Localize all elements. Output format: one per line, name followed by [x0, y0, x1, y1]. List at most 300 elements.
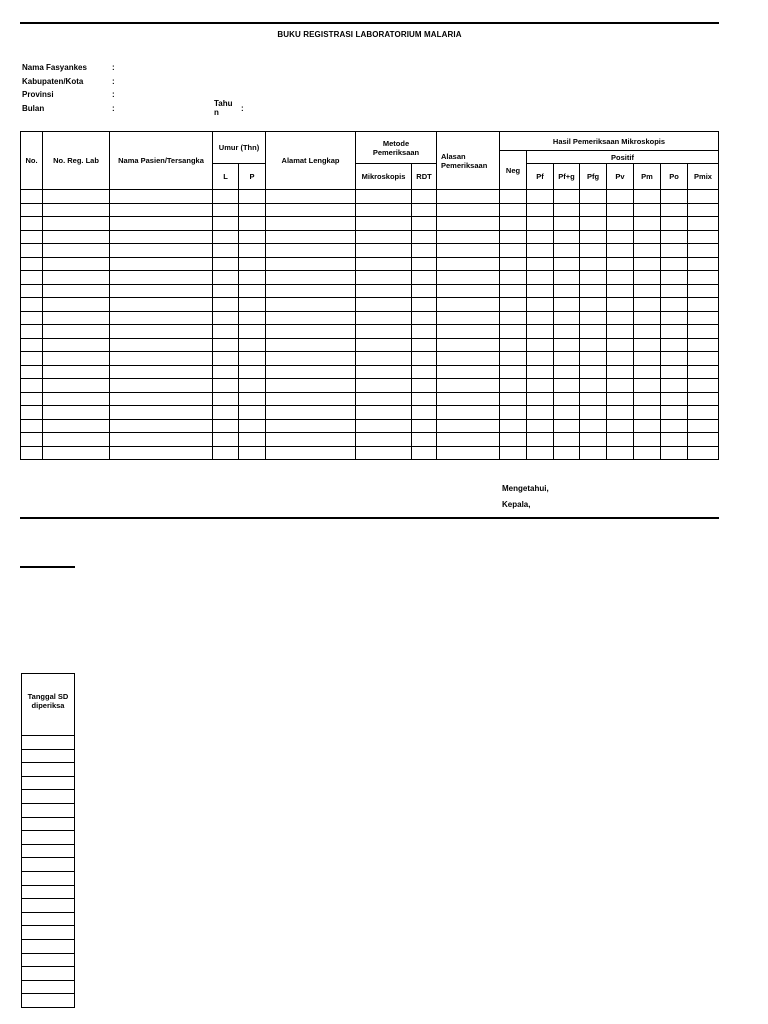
table-cell[interactable]: [21, 325, 43, 339]
table-cell[interactable]: [500, 419, 527, 433]
table-cell[interactable]: [356, 311, 412, 325]
table-cell[interactable]: [213, 284, 239, 298]
table-cell[interactable]: [607, 190, 634, 204]
table-cell[interactable]: [527, 406, 554, 420]
table-cell[interactable]: [688, 446, 719, 460]
table-cell[interactable]: [688, 257, 719, 271]
table-cell[interactable]: [554, 271, 580, 285]
table-cell[interactable]: [437, 352, 500, 366]
table-cell[interactable]: [688, 217, 719, 231]
table-cell[interactable]: [554, 298, 580, 312]
table-cell[interactable]: [43, 284, 110, 298]
table-cell[interactable]: [266, 271, 356, 285]
table-cell[interactable]: [661, 190, 688, 204]
table-cell[interactable]: [437, 338, 500, 352]
table-cell[interactable]: [356, 419, 412, 433]
table-cell[interactable]: [580, 419, 607, 433]
table-cell[interactable]: [213, 257, 239, 271]
table-cell[interactable]: [356, 365, 412, 379]
table-cell[interactable]: [110, 217, 213, 231]
table-cell[interactable]: [110, 433, 213, 447]
table-cell[interactable]: [110, 257, 213, 271]
table-cell[interactable]: [22, 831, 75, 845]
table-cell[interactable]: [554, 392, 580, 406]
table-cell[interactable]: [239, 433, 266, 447]
table-cell[interactable]: [580, 298, 607, 312]
table-cell[interactable]: [527, 244, 554, 258]
table-cell[interactable]: [500, 217, 527, 231]
table-cell[interactable]: [412, 271, 437, 285]
table-cell[interactable]: [661, 298, 688, 312]
table-cell[interactable]: [412, 379, 437, 393]
table-cell[interactable]: [239, 338, 266, 352]
table-cell[interactable]: [527, 284, 554, 298]
table-cell[interactable]: [239, 311, 266, 325]
table-cell[interactable]: [239, 365, 266, 379]
table-cell[interactable]: [43, 271, 110, 285]
table-cell[interactable]: [634, 257, 661, 271]
table-cell[interactable]: [213, 325, 239, 339]
table-cell[interactable]: [239, 203, 266, 217]
table-cell[interactable]: [110, 338, 213, 352]
table-cell[interactable]: [661, 230, 688, 244]
table-cell[interactable]: [22, 912, 75, 926]
table-cell[interactable]: [661, 257, 688, 271]
table-cell[interactable]: [22, 967, 75, 981]
table-cell[interactable]: [554, 352, 580, 366]
table-cell[interactable]: [22, 994, 75, 1008]
table-cell[interactable]: [437, 379, 500, 393]
table-cell[interactable]: [239, 419, 266, 433]
table-cell[interactable]: [22, 939, 75, 953]
table-cell[interactable]: [688, 338, 719, 352]
table-cell[interactable]: [634, 338, 661, 352]
table-cell[interactable]: [213, 298, 239, 312]
table-cell[interactable]: [661, 271, 688, 285]
table-cell[interactable]: [239, 392, 266, 406]
table-cell[interactable]: [688, 433, 719, 447]
table-cell[interactable]: [527, 419, 554, 433]
table-cell[interactable]: [213, 217, 239, 231]
table-cell[interactable]: [22, 885, 75, 899]
table-cell[interactable]: [688, 311, 719, 325]
table-cell[interactable]: [21, 298, 43, 312]
table-cell[interactable]: [412, 419, 437, 433]
table-cell[interactable]: [437, 244, 500, 258]
table-cell[interactable]: [21, 446, 43, 460]
table-cell[interactable]: [110, 325, 213, 339]
table-cell[interactable]: [500, 325, 527, 339]
table-cell[interactable]: [213, 311, 239, 325]
table-cell[interactable]: [21, 284, 43, 298]
table-cell[interactable]: [239, 217, 266, 231]
table-cell[interactable]: [527, 257, 554, 271]
table-cell[interactable]: [437, 298, 500, 312]
table-cell[interactable]: [607, 311, 634, 325]
table-cell[interactable]: [356, 217, 412, 231]
table-cell[interactable]: [239, 257, 266, 271]
table-cell[interactable]: [110, 365, 213, 379]
table-cell[interactable]: [580, 271, 607, 285]
table-cell[interactable]: [412, 325, 437, 339]
table-cell[interactable]: [580, 257, 607, 271]
table-cell[interactable]: [500, 298, 527, 312]
table-cell[interactable]: [356, 190, 412, 204]
table-cell[interactable]: [43, 190, 110, 204]
table-cell[interactable]: [412, 244, 437, 258]
table-cell[interactable]: [22, 871, 75, 885]
table-cell[interactable]: [554, 257, 580, 271]
table-cell[interactable]: [500, 203, 527, 217]
table-cell[interactable]: [527, 433, 554, 447]
table-cell[interactable]: [213, 230, 239, 244]
table-cell[interactable]: [43, 379, 110, 393]
table-cell[interactable]: [21, 230, 43, 244]
table-cell[interactable]: [43, 446, 110, 460]
table-cell[interactable]: [580, 284, 607, 298]
table-cell[interactable]: [554, 406, 580, 420]
table-cell[interactable]: [110, 284, 213, 298]
table-cell[interactable]: [239, 190, 266, 204]
table-cell[interactable]: [527, 379, 554, 393]
table-cell[interactable]: [527, 203, 554, 217]
table-cell[interactable]: [43, 217, 110, 231]
table-cell[interactable]: [356, 284, 412, 298]
table-cell[interactable]: [21, 338, 43, 352]
table-cell[interactable]: [580, 406, 607, 420]
table-cell[interactable]: [266, 406, 356, 420]
table-cell[interactable]: [500, 352, 527, 366]
table-cell[interactable]: [266, 446, 356, 460]
table-cell[interactable]: [266, 298, 356, 312]
table-cell[interactable]: [43, 230, 110, 244]
table-cell[interactable]: [239, 271, 266, 285]
table-cell[interactable]: [527, 446, 554, 460]
table-cell[interactable]: [661, 392, 688, 406]
table-cell[interactable]: [661, 217, 688, 231]
table-cell[interactable]: [688, 284, 719, 298]
table-cell[interactable]: [412, 392, 437, 406]
table-cell[interactable]: [356, 325, 412, 339]
table-cell[interactable]: [634, 217, 661, 231]
table-cell[interactable]: [266, 244, 356, 258]
table-cell[interactable]: [661, 203, 688, 217]
table-cell[interactable]: [266, 217, 356, 231]
table-cell[interactable]: [527, 325, 554, 339]
table-cell[interactable]: [213, 365, 239, 379]
table-cell[interactable]: [213, 446, 239, 460]
table-cell[interactable]: [634, 203, 661, 217]
table-cell[interactable]: [412, 338, 437, 352]
table-cell[interactable]: [412, 284, 437, 298]
table-cell[interactable]: [110, 298, 213, 312]
table-cell[interactable]: [213, 433, 239, 447]
table-cell[interactable]: [437, 203, 500, 217]
table-cell[interactable]: [21, 190, 43, 204]
table-cell[interactable]: [110, 230, 213, 244]
table-cell[interactable]: [634, 433, 661, 447]
table-cell[interactable]: [239, 244, 266, 258]
table-cell[interactable]: [607, 433, 634, 447]
table-cell[interactable]: [607, 338, 634, 352]
table-cell[interactable]: [688, 190, 719, 204]
table-cell[interactable]: [554, 338, 580, 352]
table-cell[interactable]: [554, 203, 580, 217]
table-cell[interactable]: [266, 379, 356, 393]
table-cell[interactable]: [688, 419, 719, 433]
table-cell[interactable]: [580, 365, 607, 379]
table-cell[interactable]: [607, 392, 634, 406]
table-cell[interactable]: [527, 271, 554, 285]
table-cell[interactable]: [356, 406, 412, 420]
table-cell[interactable]: [607, 365, 634, 379]
table-cell[interactable]: [580, 338, 607, 352]
table-cell[interactable]: [213, 338, 239, 352]
table-cell[interactable]: [239, 298, 266, 312]
table-cell[interactable]: [356, 203, 412, 217]
table-cell[interactable]: [554, 217, 580, 231]
table-cell[interactable]: [500, 392, 527, 406]
table-cell[interactable]: [437, 419, 500, 433]
table-cell[interactable]: [110, 311, 213, 325]
table-cell[interactable]: [527, 298, 554, 312]
table-cell[interactable]: [500, 406, 527, 420]
table-cell[interactable]: [500, 433, 527, 447]
table-cell[interactable]: [110, 352, 213, 366]
table-cell[interactable]: [580, 244, 607, 258]
table-cell[interactable]: [43, 203, 110, 217]
table-cell[interactable]: [661, 406, 688, 420]
table-cell[interactable]: [500, 379, 527, 393]
table-cell[interactable]: [688, 365, 719, 379]
table-cell[interactable]: [266, 392, 356, 406]
table-cell[interactable]: [661, 419, 688, 433]
table-cell[interactable]: [213, 190, 239, 204]
table-cell[interactable]: [239, 379, 266, 393]
table-cell[interactable]: [527, 217, 554, 231]
table-cell[interactable]: [43, 352, 110, 366]
table-cell[interactable]: [356, 338, 412, 352]
table-cell[interactable]: [213, 244, 239, 258]
table-cell[interactable]: [21, 379, 43, 393]
table-cell[interactable]: [412, 446, 437, 460]
table-cell[interactable]: [356, 244, 412, 258]
table-cell[interactable]: [22, 899, 75, 913]
table-cell[interactable]: [500, 338, 527, 352]
table-cell[interactable]: [661, 325, 688, 339]
table-cell[interactable]: [607, 352, 634, 366]
table-cell[interactable]: [22, 926, 75, 940]
table-cell[interactable]: [21, 244, 43, 258]
table-cell[interactable]: [213, 203, 239, 217]
table-cell[interactable]: [500, 271, 527, 285]
table-cell[interactable]: [437, 217, 500, 231]
table-cell[interactable]: [356, 433, 412, 447]
table-cell[interactable]: [580, 446, 607, 460]
table-cell[interactable]: [554, 365, 580, 379]
table-cell[interactable]: [580, 433, 607, 447]
table-cell[interactable]: [22, 980, 75, 994]
table-cell[interactable]: [21, 257, 43, 271]
table-cell[interactable]: [554, 433, 580, 447]
table-cell[interactable]: [266, 203, 356, 217]
table-cell[interactable]: [500, 446, 527, 460]
table-cell[interactable]: [110, 203, 213, 217]
table-cell[interactable]: [554, 230, 580, 244]
table-cell[interactable]: [500, 244, 527, 258]
table-cell[interactable]: [634, 392, 661, 406]
table-cell[interactable]: [213, 352, 239, 366]
table-cell[interactable]: [21, 203, 43, 217]
table-cell[interactable]: [21, 352, 43, 366]
table-cell[interactable]: [500, 365, 527, 379]
table-cell[interactable]: [500, 311, 527, 325]
table-cell[interactable]: [661, 284, 688, 298]
table-cell[interactable]: [21, 271, 43, 285]
table-cell[interactable]: [554, 446, 580, 460]
table-cell[interactable]: [554, 190, 580, 204]
table-cell[interactable]: [607, 257, 634, 271]
table-cell[interactable]: [500, 257, 527, 271]
table-cell[interactable]: [356, 379, 412, 393]
table-cell[interactable]: [607, 379, 634, 393]
table-cell[interactable]: [554, 379, 580, 393]
table-cell[interactable]: [634, 271, 661, 285]
table-cell[interactable]: [356, 352, 412, 366]
table-cell[interactable]: [239, 352, 266, 366]
table-cell[interactable]: [688, 230, 719, 244]
table-cell[interactable]: [110, 419, 213, 433]
table-cell[interactable]: [412, 190, 437, 204]
table-cell[interactable]: [554, 325, 580, 339]
table-cell[interactable]: [110, 446, 213, 460]
table-cell[interactable]: [437, 271, 500, 285]
table-cell[interactable]: [527, 230, 554, 244]
table-cell[interactable]: [22, 844, 75, 858]
table-cell[interactable]: [213, 271, 239, 285]
table-cell[interactable]: [634, 446, 661, 460]
table-cell[interactable]: [527, 392, 554, 406]
table-cell[interactable]: [634, 190, 661, 204]
table-cell[interactable]: [437, 406, 500, 420]
table-cell[interactable]: [634, 284, 661, 298]
table-cell[interactable]: [43, 365, 110, 379]
table-cell[interactable]: [110, 244, 213, 258]
table-cell[interactable]: [607, 406, 634, 420]
table-cell[interactable]: [22, 736, 75, 750]
table-cell[interactable]: [527, 365, 554, 379]
table-cell[interactable]: [412, 433, 437, 447]
table-cell[interactable]: [239, 230, 266, 244]
table-cell[interactable]: [412, 203, 437, 217]
table-cell[interactable]: [412, 352, 437, 366]
table-cell[interactable]: [527, 338, 554, 352]
table-cell[interactable]: [580, 230, 607, 244]
table-cell[interactable]: [661, 446, 688, 460]
table-cell[interactable]: [239, 284, 266, 298]
table-cell[interactable]: [412, 257, 437, 271]
table-cell[interactable]: [437, 284, 500, 298]
table-cell[interactable]: [22, 803, 75, 817]
table-cell[interactable]: [634, 325, 661, 339]
table-cell[interactable]: [43, 338, 110, 352]
table-cell[interactable]: [239, 406, 266, 420]
table-cell[interactable]: [688, 244, 719, 258]
table-cell[interactable]: [266, 284, 356, 298]
table-cell[interactable]: [437, 190, 500, 204]
table-cell[interactable]: [356, 271, 412, 285]
table-cell[interactable]: [634, 230, 661, 244]
table-cell[interactable]: [43, 298, 110, 312]
table-cell[interactable]: [110, 379, 213, 393]
table-cell[interactable]: [266, 190, 356, 204]
table-cell[interactable]: [580, 392, 607, 406]
table-cell[interactable]: [43, 419, 110, 433]
table-cell[interactable]: [21, 433, 43, 447]
table-cell[interactable]: [22, 763, 75, 777]
table-cell[interactable]: [22, 858, 75, 872]
table-cell[interactable]: [580, 379, 607, 393]
table-cell[interactable]: [580, 352, 607, 366]
table-cell[interactable]: [22, 790, 75, 804]
table-cell[interactable]: [21, 365, 43, 379]
table-cell[interactable]: [43, 257, 110, 271]
table-cell[interactable]: [554, 419, 580, 433]
table-cell[interactable]: [607, 284, 634, 298]
table-cell[interactable]: [607, 325, 634, 339]
table-cell[interactable]: [688, 271, 719, 285]
table-cell[interactable]: [213, 406, 239, 420]
table-cell[interactable]: [607, 271, 634, 285]
table-cell[interactable]: [634, 419, 661, 433]
table-cell[interactable]: [412, 406, 437, 420]
table-cell[interactable]: [356, 446, 412, 460]
table-cell[interactable]: [580, 325, 607, 339]
table-cell[interactable]: [22, 953, 75, 967]
table-cell[interactable]: [607, 244, 634, 258]
table-cell[interactable]: [43, 392, 110, 406]
table-cell[interactable]: [110, 392, 213, 406]
table-cell[interactable]: [634, 379, 661, 393]
table-cell[interactable]: [213, 392, 239, 406]
table-cell[interactable]: [607, 217, 634, 231]
table-cell[interactable]: [437, 311, 500, 325]
table-cell[interactable]: [266, 433, 356, 447]
table-cell[interactable]: [634, 244, 661, 258]
table-cell[interactable]: [437, 230, 500, 244]
table-cell[interactable]: [500, 230, 527, 244]
table-cell[interactable]: [437, 446, 500, 460]
table-cell[interactable]: [437, 392, 500, 406]
table-cell[interactable]: [266, 352, 356, 366]
table-cell[interactable]: [634, 298, 661, 312]
table-cell[interactable]: [607, 298, 634, 312]
table-cell[interactable]: [661, 338, 688, 352]
table-cell[interactable]: [688, 325, 719, 339]
table-cell[interactable]: [607, 203, 634, 217]
table-cell[interactable]: [266, 325, 356, 339]
table-cell[interactable]: [412, 217, 437, 231]
table-cell[interactable]: [634, 406, 661, 420]
table-cell[interactable]: [527, 352, 554, 366]
table-cell[interactable]: [580, 203, 607, 217]
table-cell[interactable]: [21, 311, 43, 325]
table-cell[interactable]: [239, 325, 266, 339]
table-cell[interactable]: [266, 419, 356, 433]
table-cell[interactable]: [213, 379, 239, 393]
table-cell[interactable]: [43, 244, 110, 258]
table-cell[interactable]: [239, 446, 266, 460]
